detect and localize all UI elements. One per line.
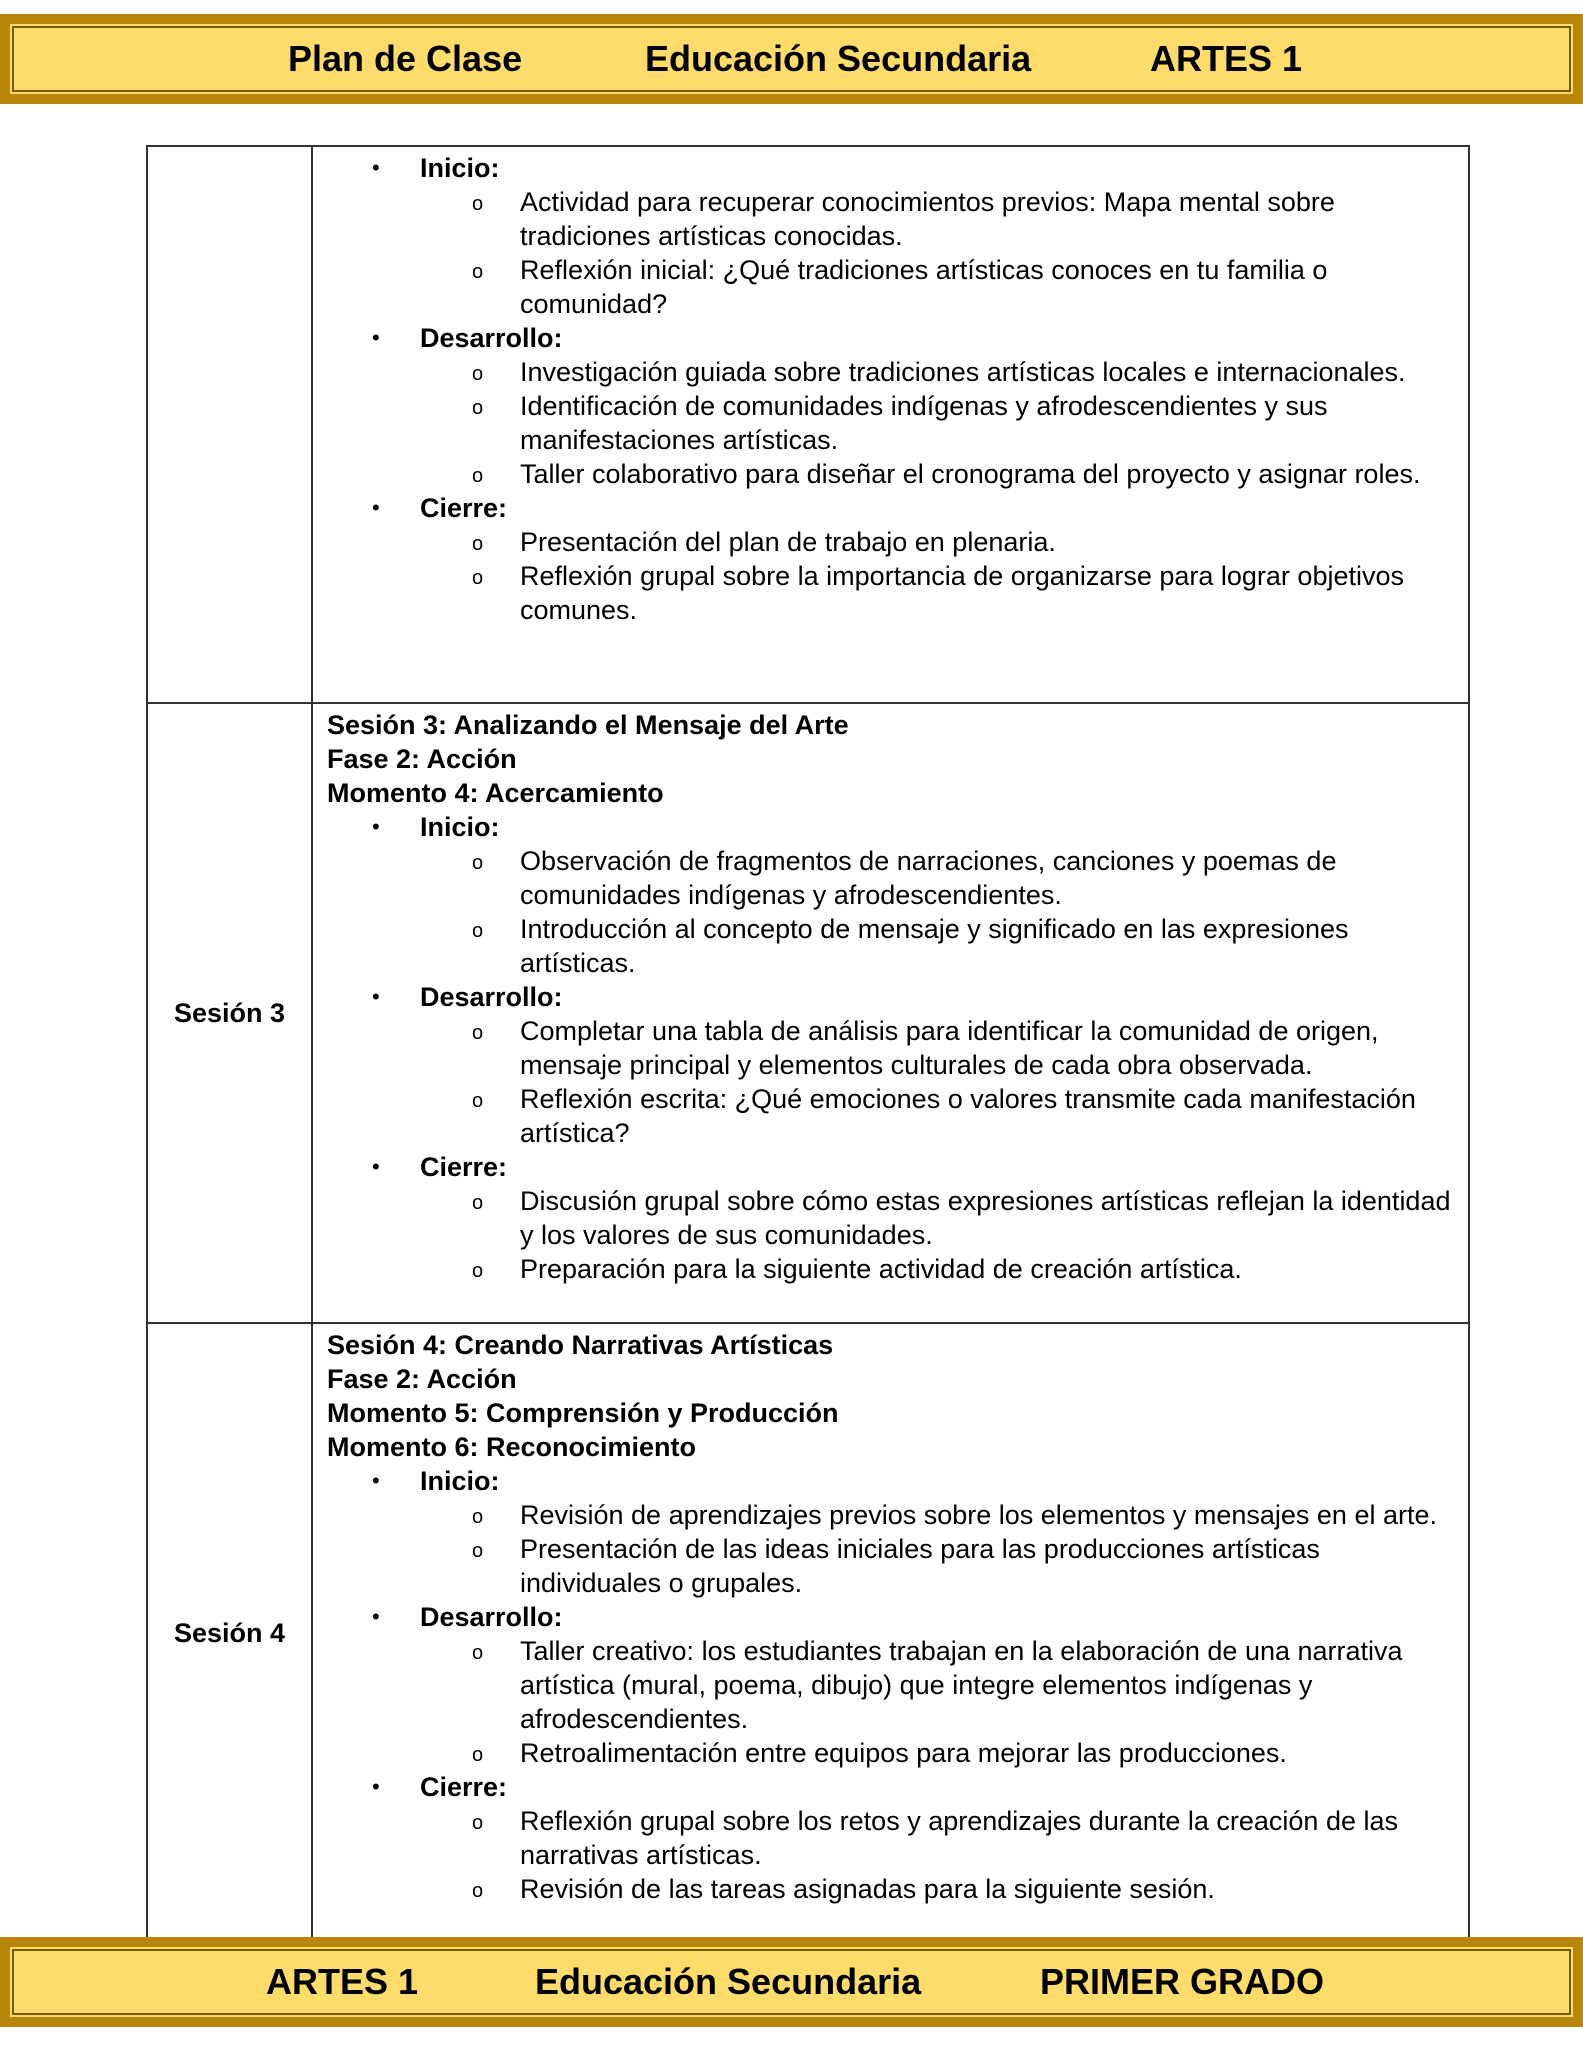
activity-item	[327, 1736, 1454, 1770]
activity-item	[327, 389, 1454, 457]
footer-banner	[0, 1937, 1583, 2027]
circle-bullet-icon: o	[472, 567, 484, 589]
phase-item	[327, 1464, 1454, 1498]
activity-item	[327, 355, 1454, 389]
activity-text: Observación de fragmentos de narraciones, canciones y poemas de comunidades indígenas y afrodescendientes.	[520, 846, 1337, 910]
phase-list	[327, 810, 1454, 1286]
phase-label: Desarrollo:	[420, 323, 563, 353]
activity-item	[327, 1532, 1454, 1600]
phase-label: Inicio:	[420, 153, 500, 183]
activity-text: Completar una tabla de análisis para identificar la comunidad de origen, mensaje principal y elementos culturales de cada obra observada.	[520, 1016, 1379, 1080]
activity-item	[327, 559, 1454, 627]
circle-bullet-icon: o	[472, 1744, 484, 1766]
bullet-icon: •	[372, 1468, 380, 1493]
activity-item	[327, 844, 1454, 912]
activity-item	[327, 1804, 1454, 1872]
circle-bullet-icon: o	[472, 193, 484, 215]
bullet-icon: •	[372, 1154, 380, 1179]
activity-text: Discusión grupal sobre cómo estas expresiones artísticas reflejan la identidad y los valores de sus comunidades.	[520, 1186, 1451, 1250]
bullet-icon: •	[372, 1604, 380, 1629]
circle-bullet-icon: o	[472, 920, 484, 942]
activity-item	[327, 525, 1454, 559]
activity-item	[327, 1184, 1454, 1252]
phase-label: Desarrollo:	[420, 1602, 563, 1632]
circle-bullet-icon: o	[472, 1090, 484, 1112]
activity-item	[327, 1252, 1454, 1286]
activity-text: Reflexión grupal sobre los retos y aprendizajes durante la creación de las narrativas artísticas.	[520, 1806, 1399, 1870]
activity-item	[327, 1082, 1454, 1150]
session-heading: Sesión 3: Analizando el Mensaje del Arte	[327, 710, 849, 740]
circle-bullet-icon: o	[472, 465, 484, 487]
activity-text: Revisión de las tareas asignadas para la siguiente sesión.	[520, 1874, 1215, 1904]
header-plan: Plan de Clase	[288, 38, 523, 79]
phase-item	[327, 1600, 1454, 1634]
phase-label: Desarrollo:	[420, 982, 563, 1012]
activity-item	[327, 185, 1454, 253]
bullet-icon: •	[372, 495, 380, 520]
bullet-icon: •	[372, 325, 380, 350]
circle-bullet-icon: o	[472, 363, 484, 385]
bullet-icon: •	[372, 1774, 380, 1799]
header-subject: ARTES 1	[1150, 38, 1303, 79]
phase-label: Cierre:	[420, 493, 508, 523]
activity-item	[327, 1498, 1454, 1532]
session-heading: Momento 6: Reconocimiento	[327, 1432, 697, 1462]
phase-item	[327, 491, 1454, 525]
activity-item	[327, 1634, 1454, 1736]
activity-item	[327, 1872, 1454, 1906]
activity-item	[327, 912, 1454, 980]
phase-item	[327, 321, 1454, 355]
circle-bullet-icon: o	[472, 1260, 484, 1282]
session-heading: Fase 2: Acción	[327, 744, 517, 774]
phase-label: Cierre:	[420, 1152, 508, 1182]
phase-label: Inicio:	[420, 812, 500, 842]
phase-item	[327, 151, 1454, 185]
phase-list	[327, 151, 1454, 627]
activity-text: Identificación de comunidades indígenas y afrodescendientes y sus manifestaciones artísticas.	[520, 391, 1328, 455]
session-heading: Momento 4: Acercamiento	[327, 778, 664, 808]
footer-subject: ARTES 1	[266, 1961, 419, 2002]
activity-text: Reflexión inicial: ¿Qué tradiciones artísticas conoces en tu familia o comunidad?	[520, 255, 1328, 319]
activity-item	[327, 457, 1454, 491]
phase-item	[327, 1770, 1454, 1804]
circle-bullet-icon: o	[472, 1880, 484, 1902]
session-label	[147, 146, 312, 703]
bullet-icon: •	[372, 984, 380, 1009]
circle-bullet-icon: o	[472, 533, 484, 555]
bullet-icon: •	[372, 814, 380, 839]
activity-text: Retroalimentación entre equipos para mejorar las producciones.	[520, 1738, 1287, 1768]
activity-text: Revisión de aprendizajes previos sobre los elementos y mensajes en el arte.	[520, 1500, 1437, 1530]
circle-bullet-icon: o	[472, 1642, 484, 1664]
phase-item	[327, 810, 1454, 844]
activity-text: Presentación del plan de trabajo en plenaria.	[520, 527, 1056, 557]
activity-item	[327, 1014, 1454, 1082]
circle-bullet-icon: o	[472, 1812, 484, 1834]
circle-bullet-icon: o	[472, 397, 484, 419]
phase-label: Inicio:	[420, 1466, 500, 1496]
bullet-icon: •	[372, 155, 380, 180]
activity-text: Investigación guiada sobre tradiciones artísticas locales e internacionales.	[520, 357, 1406, 387]
session-heading: Momento 5: Comprensión y Producción	[327, 1398, 839, 1428]
activity-text: Presentación de las ideas iniciales para las producciones artísticas individuales o grupales.	[520, 1534, 1320, 1598]
session-heading: Fase 2: Acción	[327, 1364, 517, 1394]
session-label: Sesión 3	[147, 703, 312, 1323]
activity-item	[327, 253, 1454, 321]
session-content	[312, 703, 1469, 1323]
session-row	[147, 1323, 1469, 1943]
footer-level: Educación Secundaria	[535, 1961, 922, 2002]
header-level: Educación Secundaria	[645, 38, 1032, 79]
phase-item	[327, 980, 1454, 1014]
circle-bullet-icon: o	[472, 1022, 484, 1044]
circle-bullet-icon: o	[472, 852, 484, 874]
circle-bullet-icon: o	[472, 261, 484, 283]
phase-label: Cierre:	[420, 1772, 508, 1802]
session-content	[312, 1323, 1469, 1943]
session-heading: Sesión 4: Creando Narrativas Artísticas	[327, 1330, 834, 1360]
activity-text: Actividad para recuperar conocimientos previos: Mapa mental sobre tradiciones artísticas conocidas.	[520, 187, 1335, 251]
phase-list	[327, 1464, 1454, 1906]
phase-item	[327, 1150, 1454, 1184]
circle-bullet-icon: o	[472, 1540, 484, 1562]
session-row	[147, 703, 1469, 1323]
circle-bullet-icon: o	[472, 1192, 484, 1214]
activity-text: Reflexión grupal sobre la importancia de organizarse para lograr objetivos comunes.	[520, 561, 1404, 625]
session-label: Sesión 4	[147, 1323, 312, 1943]
activity-text: Introducción al concepto de mensaje y significado en las expresiones artísticas.	[520, 914, 1349, 978]
footer-grade: PRIMER GRADO	[1040, 1961, 1325, 2002]
lesson-table	[146, 145, 1470, 1944]
activity-text: Reflexión escrita: ¿Qué emociones o valores transmite cada manifestación artística?	[520, 1084, 1416, 1148]
circle-bullet-icon: o	[472, 1506, 484, 1528]
activity-text: Preparación para la siguiente actividad de creación artística.	[520, 1254, 1242, 1284]
header-banner	[0, 14, 1583, 104]
session-row	[147, 146, 1469, 703]
activity-text: Taller colaborativo para diseñar el cronograma del proyecto y asignar roles.	[520, 459, 1421, 489]
session-content	[312, 146, 1469, 703]
activity-text: Taller creativo: los estudiantes trabajan en la elaboración de una narrativa artística (mural, poema, dibujo) que integre elementos indígenas y afrodescendientes.	[520, 1636, 1403, 1734]
